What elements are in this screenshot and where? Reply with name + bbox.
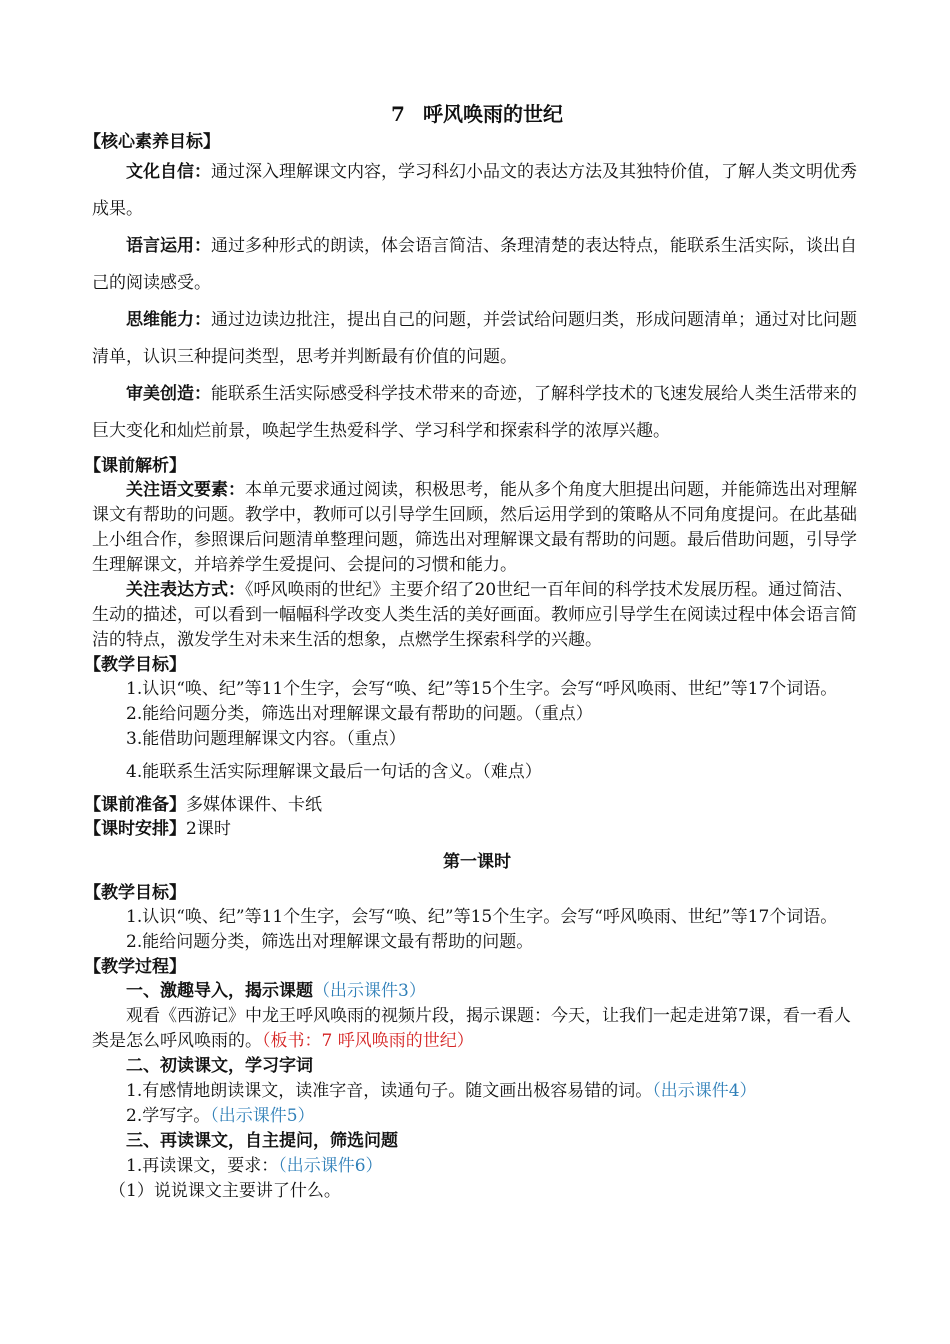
core-item: 语言运用：通过多种形式的朗读，体会语言简洁、条理清楚的表达特点，能联系生活实际，谈出自己的阅读感受。 <box>92 236 857 293</box>
goals-heading: 【教学目标】 <box>84 655 186 675</box>
lesson1-goal-item: 1.认识“唤、纪”等11个生字，会写“唤、纪”等15个生字。会写“呼风唤雨、世纪”等17个词语。 <box>126 907 838 927</box>
document-page <box>84 100 862 1204</box>
step3-line2: （1）说说课文主要讲了什么。 <box>109 1181 341 1201</box>
schedule-text: 2课时 <box>186 819 231 839</box>
lesson-title-text: 呼风唤雨的世纪 <box>422 102 563 126</box>
step3-title: 三、再读课文，自主提问，筛选问题 <box>126 1131 398 1151</box>
lesson1-goals-heading: 【教学目标】 <box>84 883 186 903</box>
step1-title: 一、激趣导入，揭示课题（出示课件3） <box>126 981 426 1001</box>
core-item: 文化自信：通过深入理解课文内容，学习科幻小品文的表达方法及其独特价值，了解人类文明优秀成果。 <box>92 162 857 219</box>
goal-item: 1.认识“唤、纪”等11个生字，会写“唤、纪”等15个生字。会写“呼风唤雨、世纪”等17个词语。 <box>126 679 838 699</box>
core-item: 审美创造：能联系生活实际感受科学技术带来的奇迹，了解科学技术的飞速发展给人类生活带来的巨大变化和灿烂前景，唤起学生热爱科学、学习科学和探索科学的浓厚兴趣。 <box>92 384 857 441</box>
schedule-line <box>84 817 862 841</box>
step2-line1: 1.有感情地朗读课文，读准字音，读通句子。随文画出极容易错的词。（出示课件4） <box>126 1081 757 1101</box>
analysis-item: 关注语文要素：本单元要求通过阅读，积极思考，能从多个角度大胆提出问题，并能筛选出对理解课文有帮助的问题。教学中，教师可以引导学生回顾，然后运用学到的策略从不同角度提问。在此基础上小组合作，参照课后问题清单整理问题，筛选出对理解课文最有帮助的问题。最后借助问题，引导学生理解课文，并培养学生爱提问、会提问的习惯和能力。 <box>92 480 857 575</box>
goal-item: 2.能给问题分类，筛选出对理解课文最有帮助的问题。（重点） <box>126 704 593 724</box>
lesson-number: 7 <box>391 102 405 126</box>
courseware-note: （出示课件5） <box>210 1106 315 1126</box>
board-note: （板书：7 呼风唤雨的世纪） <box>262 1031 474 1051</box>
lesson1-title: 第一课时 <box>443 852 511 872</box>
core-item: 思维能力：通过边读边批注，提出自己的问题，并尝试给问题归类，形成问题清单；通过对比问题清单，认识三种提问类型，思考并判断最有价值的问题。 <box>92 310 857 367</box>
core-heading: 【核心素养目标】 <box>84 132 220 152</box>
courseware-note: （出示课件3） <box>313 981 426 1001</box>
lesson-title <box>92 100 862 128</box>
analysis-heading: 【课前解析】 <box>84 456 186 476</box>
goal-item: 4.能联系生活实际理解课文最后一句话的含义。（难点） <box>126 762 542 782</box>
prep-text: 多媒体课件、卡纸 <box>186 795 322 815</box>
prep-heading: 【课前准备】 <box>84 795 186 815</box>
step2-line2: 2.学写字。（出示课件5） <box>126 1106 315 1126</box>
schedule-heading: 【课时安排】 <box>84 819 186 839</box>
courseware-note: （出示课件6） <box>278 1156 383 1176</box>
analysis-item: 关注表达方式：《呼风唤雨的世纪》主要介绍了20世纪一百年间的科学技术发展历程。通过简洁、生动的描述，可以看到一幅幅科学改变人类生活的美好画面。教师应引导学生在阅读过程中体会语言简洁的特点，激发学生对未来生活的想象，点燃学生探索科学的兴趣。 <box>92 580 857 650</box>
step3-line1: 1.再读课文，要求：（出示课件6） <box>126 1156 383 1176</box>
goal-item: 3.能借助问题理解课文内容。（重点） <box>126 729 406 749</box>
step2-title: 二、初读课文，学习字词 <box>126 1056 313 1076</box>
prep-line <box>84 793 862 817</box>
courseware-note: （出示课件4） <box>652 1081 757 1101</box>
process-heading: 【教学过程】 <box>84 957 186 977</box>
lesson1-goal-item: 2.能给问题分类，筛选出对理解课文最有帮助的问题。 <box>126 932 534 952</box>
step1-text: 观看《西游记》中龙王呼风唤雨的视频片段，揭示课题：今天，让我们一起走进第7课，看一看人类是怎么呼风唤雨的。（板书：7 呼风唤雨的世纪） <box>92 1006 851 1051</box>
